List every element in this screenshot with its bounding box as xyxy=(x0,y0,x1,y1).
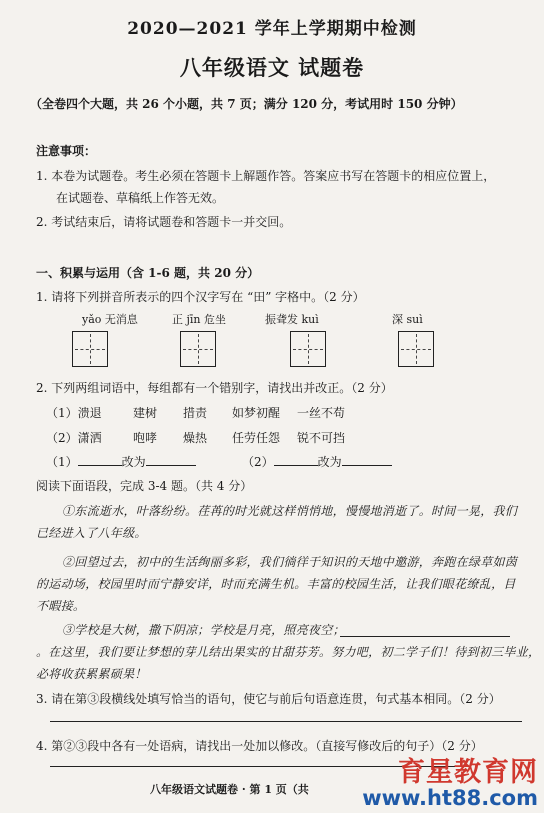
fill2-label: （2） xyxy=(242,455,274,469)
group2-word-4: 任劳任怨 xyxy=(232,431,281,445)
pinyin-4: 深 suì xyxy=(392,313,423,326)
question-1: 1. 请将下列拼音所表示的四个汉字写在 “田” 字格中。（2 分） xyxy=(36,290,365,304)
paragraph-3a: ③学校是大树，撒下阴凉；学校是月亮，照亮夜空； xyxy=(62,623,345,637)
question-2: 2. 下列两组词语中，每组都有一个错别字，请找出并改正。（2 分） xyxy=(36,381,393,395)
watermark-cn: 育星教育网 xyxy=(398,756,538,788)
tian-grid-1[interactable] xyxy=(72,331,108,367)
fill1-blank-a[interactable] xyxy=(78,453,122,466)
reading-intro: 阅读下面语段，完成 3-4 题。（共 4 分） xyxy=(36,479,253,493)
group2-word-3: 燥热 xyxy=(183,431,208,445)
fill2-blank-b[interactable] xyxy=(342,453,392,466)
fill1-mid: 改为 xyxy=(121,455,146,469)
group1-word-3: 措责 xyxy=(183,406,208,420)
paragraph-3-blank[interactable] xyxy=(340,636,510,637)
notice-item-2: 2. 考试结束后，请将试题卷和答题卡一并交回。 xyxy=(36,215,292,229)
pinyin-3: 振聋发 kuì xyxy=(265,313,319,326)
notice-item-1a: 1. 本卷为试题卷。考生必须在答题卡上解题作答。答案应书写在答题卡的相应位置上， xyxy=(36,169,496,183)
group2-word-2: 咆哮 xyxy=(133,431,158,445)
group2-word-5: 锐不可挡 xyxy=(297,431,346,445)
group2-word-1: （2）潇洒 xyxy=(46,431,102,445)
watermark-logo xyxy=(362,756,538,810)
fill1-blank-b[interactable] xyxy=(146,453,196,466)
notice-heading: 注意事项： xyxy=(36,144,97,158)
group1-word-4: 如梦初醒 xyxy=(232,406,281,420)
tian-grid-2[interactable] xyxy=(180,331,216,367)
paragraph-1b: 已经进入了八年级。 xyxy=(36,526,147,540)
watermark-url: www.ht88.com xyxy=(362,785,538,810)
fill2-blank-a[interactable] xyxy=(274,453,318,466)
group1-word-1: （1）溃退 xyxy=(46,406,102,420)
paragraph-3b: 。在这里，我们要让梦想的芽儿结出果实的甘甜芬芳。努力吧，初二学子们！待到初三毕业， xyxy=(36,645,541,659)
paragraph-2c: 不暇接。 xyxy=(36,599,86,613)
fill-row-1 xyxy=(46,453,196,470)
fill-row-2 xyxy=(242,453,392,470)
paragraph-2a: ②回望过去，初中的生活绚丽多彩，我们徜徉于知识的天地中邀游，奔跑在绿草如茵 xyxy=(62,555,518,569)
section-heading: 一、积累与运用（含 1-6 题，共 20 分） xyxy=(36,266,260,280)
fill1-label: （1） xyxy=(46,455,78,469)
exam-title-line1: 2020—2021 学年上学期期中检测 xyxy=(127,19,417,39)
tian-grid-4[interactable] xyxy=(398,331,434,367)
exam-title-line2: 八年级语文 试题卷 xyxy=(179,55,365,80)
notice-item-1b: 在试题卷、草稿纸上作答无效。 xyxy=(56,191,225,205)
exam-info: （全卷四个大题，共 26 个小题，共 7 页；满分 120 分，考试用时 150 分钟） xyxy=(30,97,463,111)
question-4: 4. 第②③段中各有一处语病，请找出一处加以修改。（直接写修改后的句子）（2 分） xyxy=(36,739,483,753)
pinyin-2: 正 jīn 危坐 xyxy=(172,313,227,326)
answer-line-3[interactable] xyxy=(50,721,522,722)
tian-grid-3[interactable] xyxy=(290,331,326,367)
group1-word-2: 建树 xyxy=(133,406,158,420)
paragraph-2b: 的运动场，校园里时而宁静安详，时而充满生机。丰富的校园生活，让我们眼花缭乱，目 xyxy=(36,577,516,591)
group1-word-5: 一丝不苟 xyxy=(297,406,346,420)
fill2-mid: 改为 xyxy=(317,455,342,469)
paragraph-3c: 必将收获累累硕果！ xyxy=(36,667,147,681)
pinyin-1: yǎo 无消息 xyxy=(82,313,138,326)
page-footer: 八年级语文试题卷 · 第 1 页（共 xyxy=(150,783,309,796)
question-3: 3. 请在第③段横线处填写恰当的语句，使它与前后句语意连贯，句式基本相同。（2 分） xyxy=(36,692,501,706)
paragraph-1a: ①东流逝水，叶落纷纷。荏苒的时光就这样悄悄地，慢慢地消逝了。时间一晃，我们 xyxy=(62,504,518,518)
